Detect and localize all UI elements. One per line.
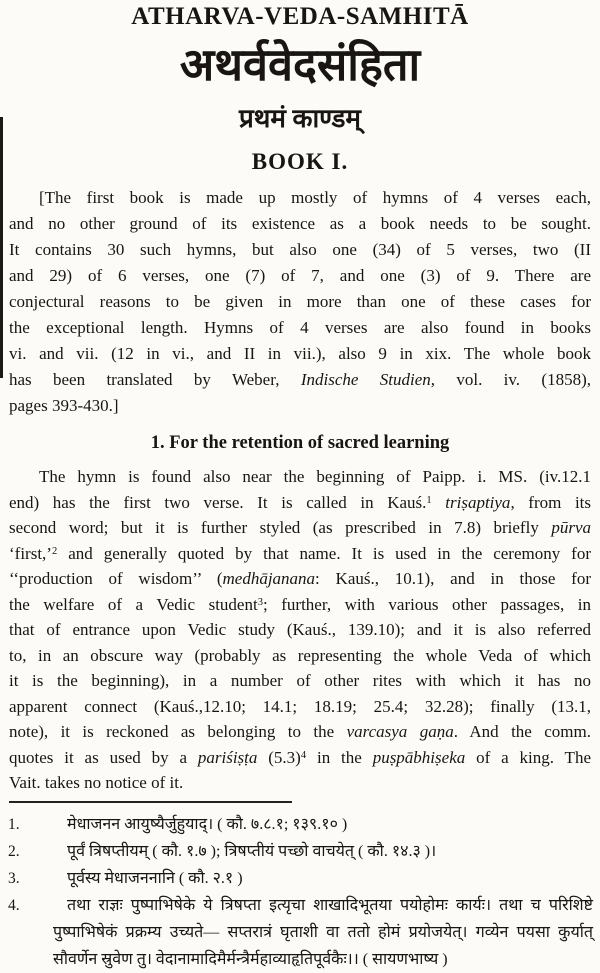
text-line <box>9 237 591 263</box>
text-line <box>9 592 591 618</box>
footnotes-block <box>0 811 600 973</box>
text-line <box>9 694 591 720</box>
text-line <box>9 770 591 796</box>
text-line <box>9 393 591 419</box>
text-segment: the exceptional length. Hymns of 4 verses are also found in books <box>9 318 591 337</box>
footnote-3 <box>8 865 593 892</box>
text-line <box>9 541 591 567</box>
text-segment: पूर्वस्य मेधाजननानि ( कौ. २.१ ) <box>67 869 243 887</box>
text-segment: पुष्पाभिषेकं प्रक्रम्य उच्यते— सप्तरात्रं घृताशी वा ततो होमं प्रयोजयेत्। गव्येन पयसा कुर्यात् <box>53 923 593 941</box>
text-segment: conjectural reasons to be given in more than one of these cases for <box>9 292 591 311</box>
text-line <box>37 838 593 865</box>
text-segment: the welfare of a Vedic student <box>9 594 258 614</box>
footnote-text <box>37 811 593 838</box>
text-segment: ‘‘production of wisdom’’ ( <box>9 569 223 588</box>
text-segment: to, in an obscure way (probably as representing the whole Veda of which <box>9 645 591 665</box>
text-segment: note), it is reckoned as belonging to the <box>9 722 347 741</box>
footnote-number: 1. <box>8 815 20 833</box>
italic-text-segment: pariśiṣṭa <box>197 747 258 767</box>
text-line <box>9 367 591 393</box>
footnote-reference: 1 <box>426 494 432 506</box>
title-devanagari: अथर्ववेदसंहिता <box>179 40 421 90</box>
editorial-note-paragraph <box>0 185 600 419</box>
footnote-text <box>37 838 593 865</box>
text-line <box>37 811 593 838</box>
text-segment: पूर्वं त्रिषप्तीयम् ( कौ. १.७ ); त्रिषप्तीयं पच्छो वाचयेत् ( कौ. १४.३ )। <box>67 842 437 860</box>
text-line <box>9 643 591 669</box>
footnote-2 <box>8 838 593 865</box>
text-segment: , from its <box>510 492 592 512</box>
text-segment: in the <box>306 747 373 767</box>
italic-text-segment: pūrva <box>551 518 591 537</box>
text-segment: and 29) of 6 verses, one (7) of 7, and one (3) of 9. There are <box>9 266 591 285</box>
italic-text-segment: medhājanana <box>222 569 316 588</box>
text-segment: vi. and vii. (12 in vi., and II in vii.), also 9 in xix. The whole book <box>9 344 591 363</box>
text-segment: The hymn is found also near the beginning of Paipp. i. MS. (iv.12.1 <box>39 467 591 486</box>
italic-text-segment: puṣpābhiṣeka <box>372 747 466 767</box>
text-line <box>9 289 591 315</box>
text-segment: quotes it as used by a <box>9 747 198 767</box>
text-segment: सौवर्णेन स्रुवेण तु। वेदानामादिमैर्मन्त्रैर्महाव्याहृतिपूर्वकैः।। ( सायणभाष्य ) <box>53 950 448 968</box>
text-segment: [The first book is made up mostly of hymns of 4 verses each, <box>39 188 591 207</box>
kanda-heading: प्रथमं काण्डम् <box>239 104 361 133</box>
footnote-number: 3. <box>8 869 20 887</box>
text-segment: that of entrance upon Vedic study (Kauś., 139.10); and it is also referred <box>9 620 591 639</box>
text-line <box>9 341 591 367</box>
hymn-section-heading: 1. For the retention of sacred learning <box>150 433 450 453</box>
text-line <box>9 617 591 643</box>
text-segment: ; further, with various other passages, in <box>262 594 591 614</box>
text-segment: end) has the first two verse. It is called in Kauś. <box>9 492 427 512</box>
italic-text-segment: Indische Studien, <box>300 370 435 389</box>
text-line <box>9 211 591 237</box>
book-heading: BOOK I. <box>251 149 349 174</box>
footnote-1 <box>8 811 593 838</box>
text-line <box>9 566 591 592</box>
text-segment: . And the comm. <box>453 722 591 741</box>
text-segment: and generally quoted by that name. It is used in the ceremony for <box>57 543 591 563</box>
text-line <box>9 263 591 289</box>
text-segment: and no other ground of its existence as a book needs to be sought. <box>9 214 591 233</box>
text-segment <box>432 493 446 512</box>
text-line <box>37 865 593 892</box>
text-line <box>37 919 593 946</box>
text-line <box>9 719 591 745</box>
italic-text-segment: varcasya gaṇa <box>346 722 454 741</box>
footnote-number: 4. <box>8 896 20 914</box>
text-segment: vol. iv. (1858), <box>435 370 591 389</box>
footnote-reference: 2 <box>51 545 58 557</box>
hymn-commentary-paragraph <box>0 464 600 796</box>
footnote-text <box>37 865 593 892</box>
text-segment: second word; but it is further styled (as prescribed in 7.8) briefly <box>9 518 552 537</box>
footnote-4 <box>8 892 593 973</box>
title-latin: ATHARVA-VEDA-SAMHITĀ <box>131 3 469 30</box>
text-segment: apparent connect (Kauś.,12.10; 14.1; 18.19; 25.4; 32.28); finally (13.1, <box>9 696 591 716</box>
text-segment: ‘first,’ <box>9 543 52 563</box>
text-segment: (5.3) <box>257 747 301 767</box>
text-segment: it is the beginning), in a number of other rites with which it has no <box>9 671 591 690</box>
text-segment: : Kauś., 10.1), and in those for <box>315 569 591 588</box>
text-segment: तथा राज्ञः पुष्पाभिषेके ये त्रिषप्ता इत्यृचा शाखादिभूतया पयोहोमः कार्यः। तथा च परिशिष्टे <box>67 896 593 914</box>
text-line <box>9 668 591 694</box>
text-line <box>9 315 591 341</box>
text-segment: of a king. The <box>465 747 591 767</box>
text-line <box>37 946 593 973</box>
footnote-reference: 4 <box>300 749 307 761</box>
text-segment: It contains 30 such hymns, but also one (34) of 5 verses, two (II <box>9 240 591 259</box>
text-segment: Vait. takes no notice of it. <box>9 773 184 792</box>
footnote-separator <box>9 801 292 803</box>
text-line <box>9 515 591 541</box>
italic-text-segment: triṣaptiya <box>445 492 511 512</box>
footnote-reference: 3 <box>257 596 263 608</box>
text-line <box>9 185 591 211</box>
text-line <box>9 745 591 771</box>
footnote-text <box>37 892 593 973</box>
text-line <box>9 464 591 490</box>
text-segment: has been translated by Weber, <box>9 370 301 389</box>
text-line <box>37 892 593 919</box>
text-segment: pages 393-430.] <box>9 396 119 415</box>
scan-edge-artifact <box>0 117 3 378</box>
text-line <box>9 490 591 516</box>
text-segment: मेधाजनन आयुष्यैर्जुहुयाद्। ( कौ. ७.८.१; १३९.१० ) <box>67 815 348 833</box>
footnote-number: 2. <box>8 842 20 860</box>
